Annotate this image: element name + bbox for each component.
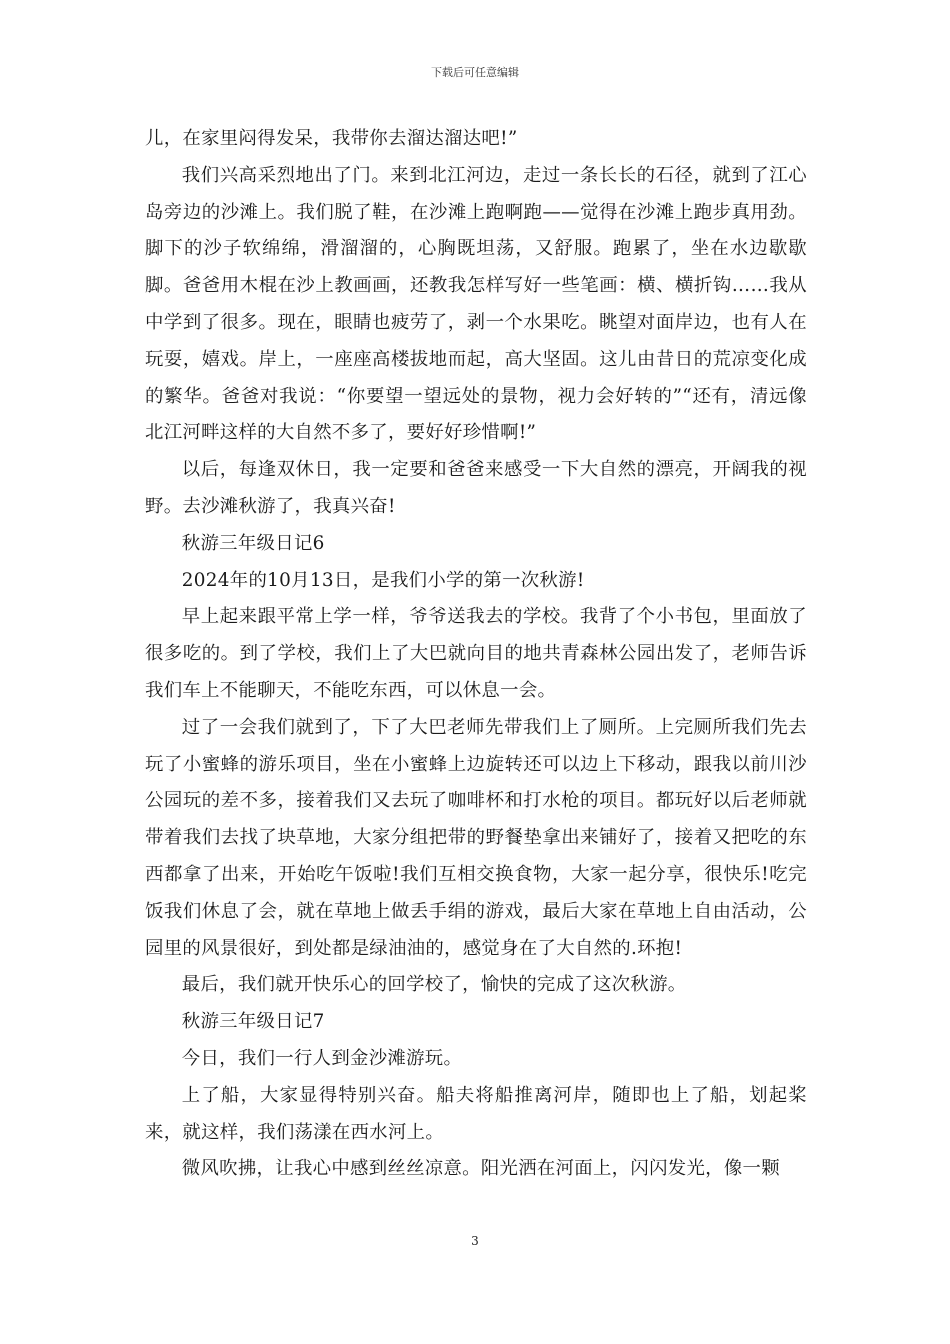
section-heading: 秋游三年级日记6 — [181, 532, 325, 554]
paragraph: 过了一会我们就到了，下了大巴老师先带我们上了厕所。上完厕所我们先去玩了小蜜蜂的游乐项目，坐在小蜜蜂上边旋转还可以边上下移动，跟我以前川沙公园玩的差不多，接着我们又去玩了咖啡杯和打水枪的项目。都玩好以后老师就带着我们去找了块草地，大家分组把带的野餐垫拿出来铺好了，接着又把吃的东西都拿了出来，开始吃午饭啦!我们互相交换食物，大家一起分享，很快乐!吃完饭我们休息了会，就在草地上做丢手绢的游戏，最后大家在草地上自由活动，公园里的风景很好，到处都是绿油油的，感觉身在了大自然的.环抱! — [145, 716, 807, 959]
page-header: 下载后可任意编辑 — [431, 66, 519, 79]
paragraph: 2024年的10月13日，是我们小学的第一次秋游! — [181, 569, 585, 591]
paragraph: 今日，我们一行人到金沙滩游玩。 — [181, 1047, 463, 1069]
section-heading: 秋游三年级日记7 — [181, 1011, 325, 1033]
paragraph: 儿，在家里闷得发呆，我带你去溜达溜达吧!” — [145, 128, 518, 149]
paragraph: 我们兴高采烈地出了门。来到北江河边，走过一条长长的石径，就到了江心岛旁边的沙滩上。我们脱了鞋，在沙滩上跑啊跑——觉得在沙滩上跑步真用劲。脚下的沙子软绵绵，滑溜溜的，心胸既坦荡，又舒服。跑累了，坐在水边歇歇脚。爸爸用木棍在沙上教画画，还教我怎样写好一些笔画：横、横折钩……我从中学到了很多。现在，眼睛也疲劳了，剥一个水果吃。眺望对面岸边，也有人在玩耍，嬉戏。岸上，一座座高楼拔地而起，高大坚固。这儿由昔日的荒凉变化成的繁华。爸爸对我说：“你要望一望远处的景物，视力会好转的”“还有，清远像北江河畔这样的大自然不多了，要好好珍惜啊!” — [145, 164, 807, 444]
document-body — [145, 121, 807, 1188]
paragraph: 以后，每逢双休日，我一定要和爸爸来感受一下大自然的漂亮，开阔我的视野。去沙滩秋游了，我真兴奋! — [145, 459, 807, 517]
paragraph: 上了船，大家显得特别兴奋。船夫将船推离河岸，随即也上了船，划起桨来，就这样，我们荡漾在西水河上。 — [145, 1084, 807, 1143]
page-number: 3 — [471, 1234, 479, 1248]
paragraph: 早上起来跟平常上学一样，爷爷送我去的学校。我背了个小书包，里面放了很多吃的。到了学校，我们上了大巴就向目的地共青森林公园出发了，老师告诉我们车上不能聊天，不能吃东西，可以休息一会。 — [145, 606, 807, 701]
paragraph: 最后，我们就开快乐心的回学校了，愉快的完成了这次秋游。 — [181, 974, 687, 996]
paragraph: 微风吹拂，让我心中感到丝丝凉意。阳光洒在河面上，闪闪发光，像一颗 — [181, 1158, 780, 1180]
